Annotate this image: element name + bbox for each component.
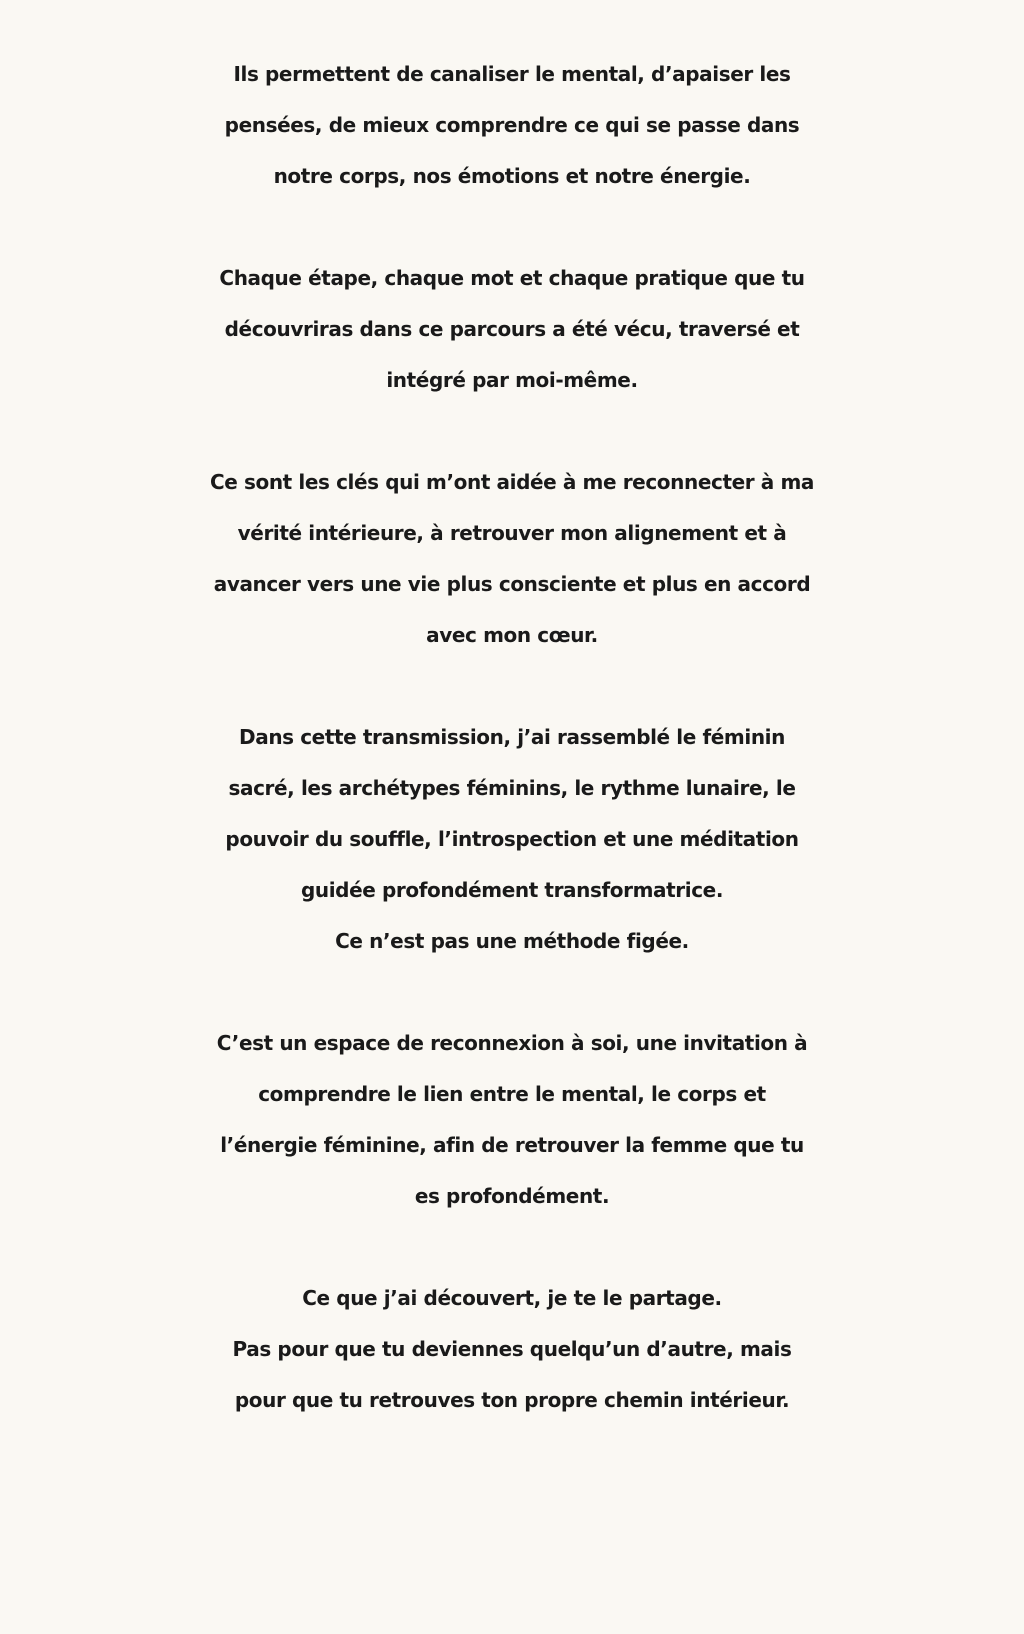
text-line: vérité intérieure, à retrouver mon alignement et à <box>237 521 787 545</box>
text-line: Ce sont les clés qui m’ont aidée à me reconnecter à ma <box>209 470 814 494</box>
text-line: pour que tu retrouves ton propre chemin intérieur. <box>234 1388 790 1412</box>
paragraph-4 <box>0 712 1024 967</box>
text-line: avancer vers une vie plus consciente et plus en accord <box>213 572 811 596</box>
text-line: comprendre le lien entre le mental, le corps et <box>258 1082 766 1106</box>
text-line: guidée profondément transformatrice. <box>300 878 724 902</box>
paragraph-2 <box>0 253 1024 406</box>
text-line: Chaque étape, chaque mot et chaque pratique que tu <box>219 266 805 290</box>
text-line: Dans cette transmission, j’ai rassemblé le féminin <box>239 725 785 749</box>
text-line: Ils permettent de canaliser le mental, d’apaiser les <box>233 62 791 86</box>
text-line: es profondément. <box>414 1184 610 1208</box>
text-line: Ce que j’ai découvert, je te le partage. <box>302 1286 722 1310</box>
text-line: Pas pour que tu deviennes quelqu’un d’autre, mais <box>232 1337 792 1361</box>
text-line: C’est un espace de reconnexion à soi, une invitation à <box>216 1031 808 1055</box>
text-line: pouvoir du souffle, l’introspection et une méditation <box>225 827 799 851</box>
text-line: intégré par moi-même. <box>386 368 638 392</box>
paragraph-6 <box>0 1273 1024 1426</box>
paragraph-1 <box>0 49 1024 202</box>
text-line: Ce n’est pas une méthode figée. <box>335 929 689 953</box>
text-line: l’énergie féminine, afin de retrouver la femme que tu <box>220 1133 804 1157</box>
text-line: avec mon cœur. <box>426 623 598 647</box>
text-line: découvriras dans ce parcours a été vécu, traversé et <box>224 317 800 341</box>
paragraph-3 <box>0 457 1024 661</box>
text-line: pensées, de mieux comprendre ce qui se passe dans <box>224 113 800 137</box>
paragraph-5 <box>0 1018 1024 1222</box>
text-line: notre corps, nos émotions et notre énergie. <box>273 164 751 188</box>
text-line: sacré, les archétypes féminins, le rythme lunaire, le <box>228 776 796 800</box>
